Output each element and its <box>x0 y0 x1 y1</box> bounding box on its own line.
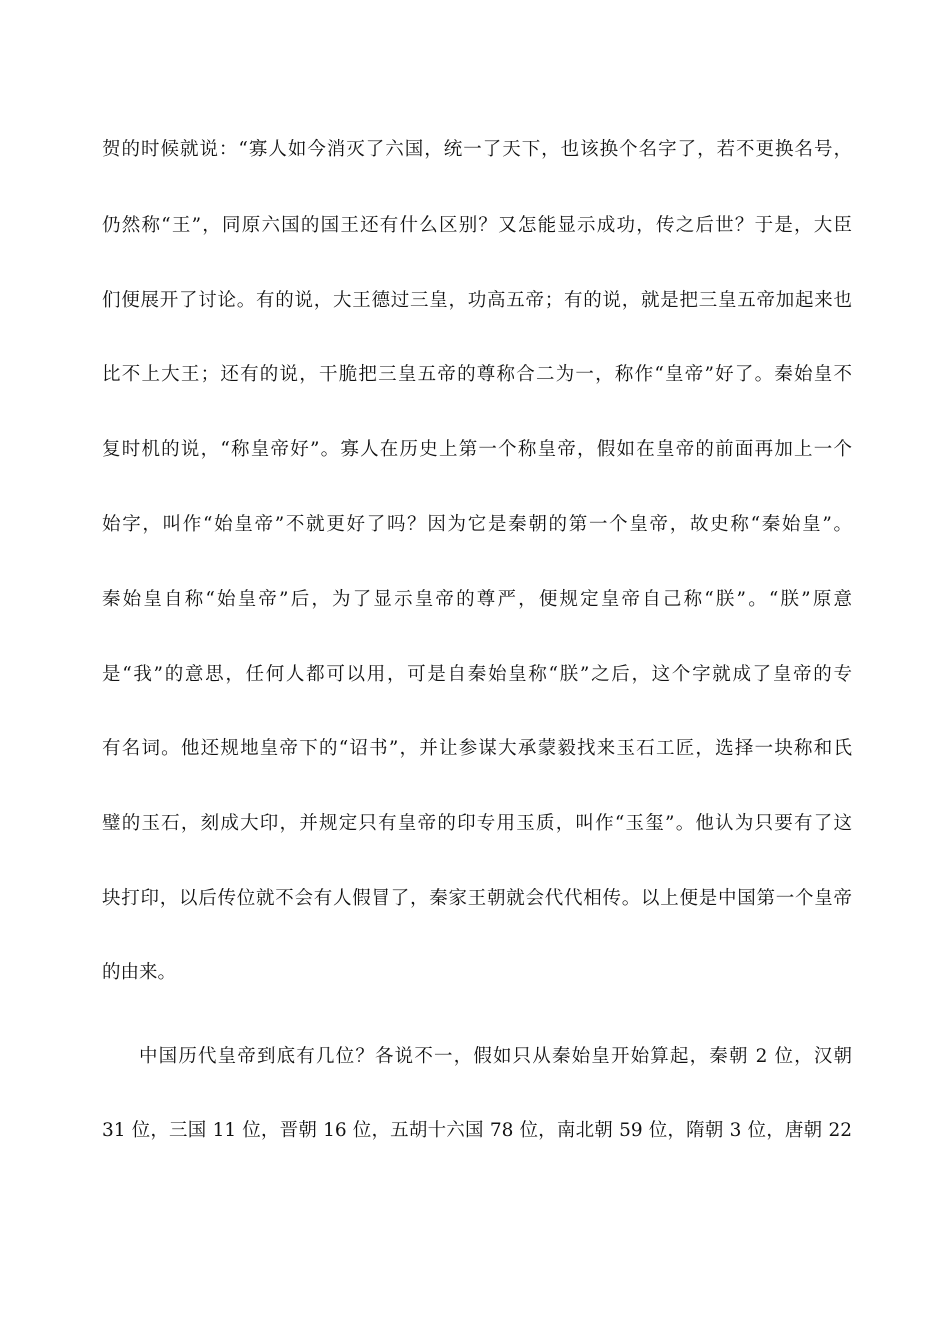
text-line: 仍然称“王”，同原六国的国王还有什么区别？又怎能显示成功，传之后世？于是，大臣 <box>102 215 852 236</box>
text-line: 有名词。他还规地皇帝下的“诏书”，并让参谋大承蒙毅找来玉石工匠，选择一块称和氏 <box>102 738 852 759</box>
text-line: 31 位，三国 11 位，晋朝 16 位，五胡十六国 78 位，南北朝 59 位，隋朝 3 位，唐朝 22 <box>102 1120 852 1141</box>
text-line: 中国历代皇帝到底有几位？各说不一，假如只从秦始皇开始算起，秦朝 2 位，汉朝 <box>139 1046 852 1067</box>
text-line: 的由来。 <box>102 962 177 983</box>
text-line: 复时机的说，“称皇帝好”。寡人在历史上第一个称皇帝，假如在皇帝的前面再加上一个 <box>102 439 852 460</box>
text-line: 们便展开了讨论。有的说，大王德过三皇，功高五帝；有的说，就是把三皇五帝加起来也 <box>102 290 852 311</box>
text-line: 比不上大王；还有的说，干脆把三皇五帝的尊称合二为一，称作“皇帝”好了。秦始皇不 <box>102 364 852 385</box>
text-line: 秦始皇自称“始皇帝”后，为了显示皇帝的尊严，便规定皇帝自己称“朕”。“朕”原意 <box>102 589 852 610</box>
text-line: 贺的时候就说：“寡人如今消灭了六国，统一了天下，也该换个名字了，若不更换名号， <box>102 139 852 160</box>
text-line: 始字，叫作“始皇帝”不就更好了吗？因为它是秦朝的第一个皇帝，故史称“秦始皇”。 <box>102 514 852 535</box>
text-line: 璧的玉石，刻成大印，并规定只有皇帝的印专用玉质，叫作“玉玺”。他认为只要有了这 <box>102 813 852 834</box>
text-line: 块打印，以后传位就不会有人假冒了，秦家王朝就会代代相传。以上便是中国第一个皇帝 <box>102 888 852 909</box>
text-line: 是“我”的意思，任何人都可以用，可是自秦始皇称“朕”之后，这个字就成了皇帝的专 <box>102 664 852 685</box>
